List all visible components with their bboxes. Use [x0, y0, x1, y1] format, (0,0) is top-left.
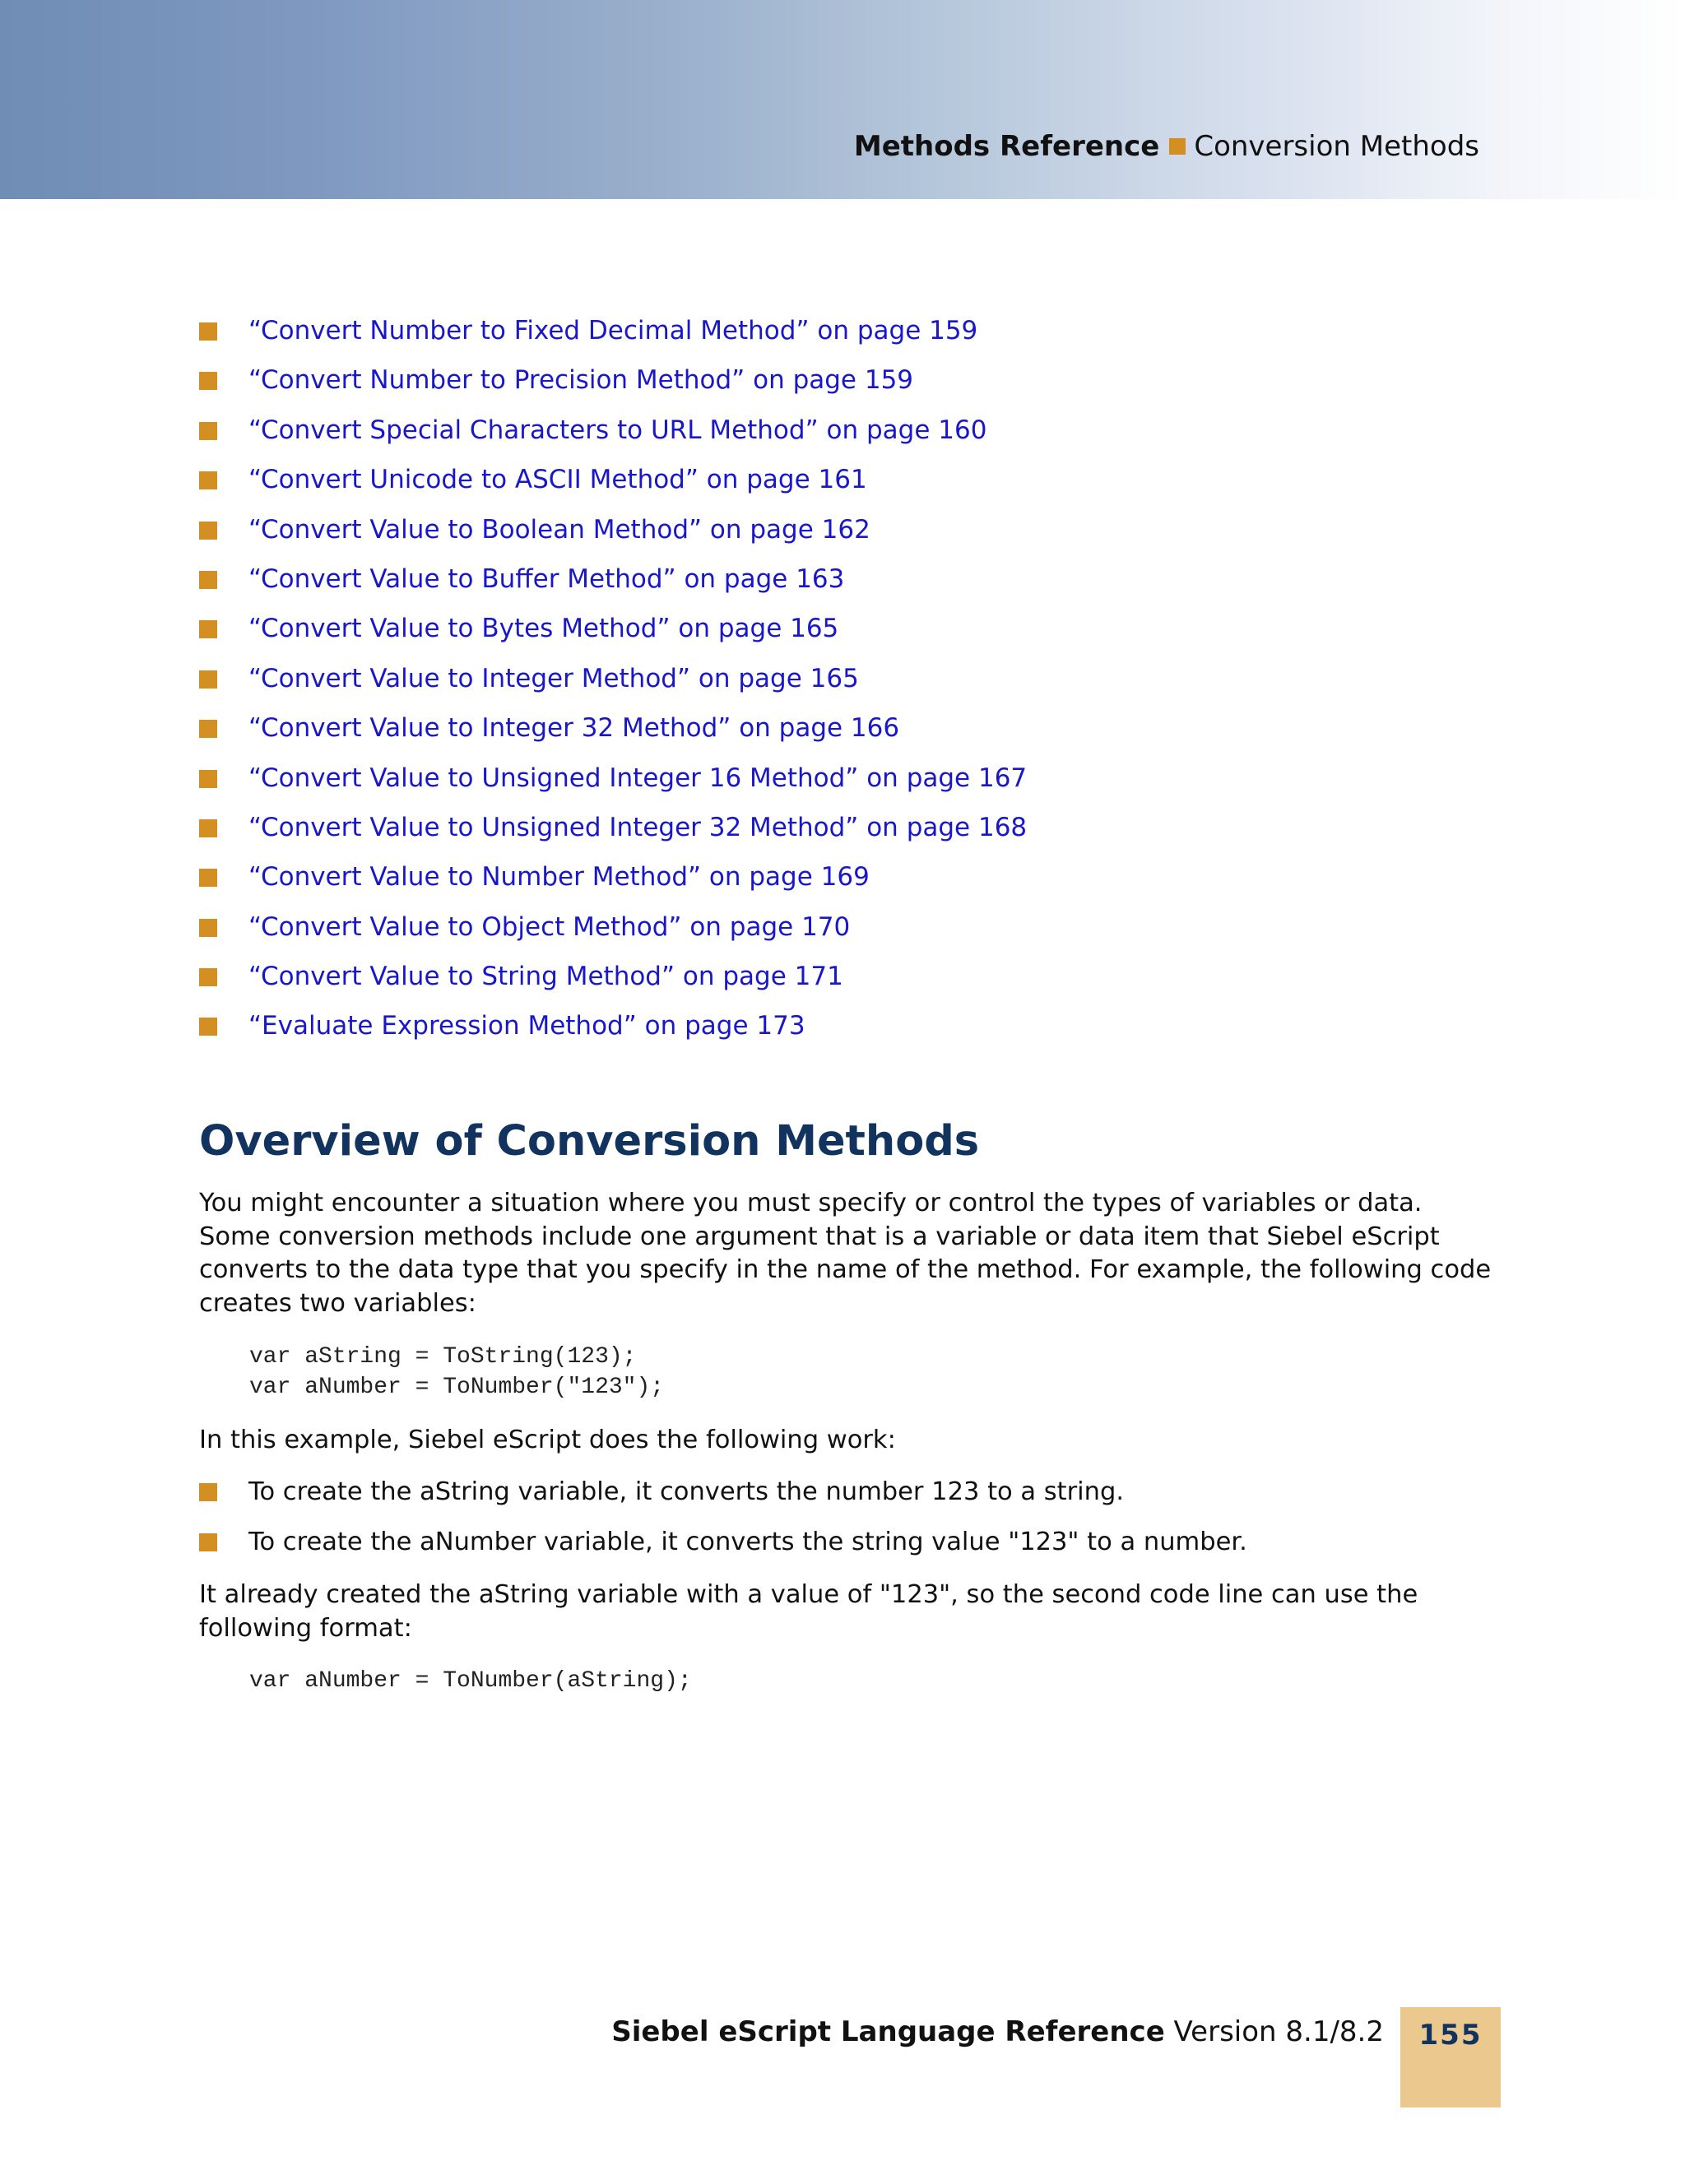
list-item — [199, 559, 1027, 609]
toc-link[interactable]: “Convert Value to Boolean Method” on page 162 — [248, 514, 870, 545]
toc-link[interactable]: “Convert Value to Integer 32 Method” on page 166 — [248, 713, 900, 744]
list-item — [199, 460, 1027, 509]
bullet-text: To create the aString variable, it converts the number 123 to a string. — [248, 1477, 1125, 1506]
square-bullet-icon — [199, 819, 217, 837]
toc-link-list — [199, 311, 1027, 1056]
bullet-text: To create the aNumber variable, it converts the string value "123" to a number. — [248, 1528, 1247, 1556]
toc-link[interactable]: “Convert Value to String Method” on page 171 — [248, 962, 843, 992]
list-item — [199, 609, 1027, 658]
square-bullet-icon — [199, 720, 217, 738]
toc-link[interactable]: “Convert Value to Integer Method” on page 165 — [248, 663, 859, 693]
code-example-2: var aNumber = ToNumber(aString); — [249, 1668, 692, 1694]
list-item — [199, 808, 1027, 857]
square-bullet-icon — [199, 471, 217, 489]
list-item — [199, 1476, 1247, 1526]
list-item — [199, 1526, 1247, 1576]
square-bullet-icon — [199, 869, 217, 887]
page-number: 155 — [1418, 2019, 1483, 2052]
book-title: Siebel eScript Language Reference — [611, 2015, 1165, 2048]
list-item — [199, 708, 1027, 758]
toc-link[interactable]: “Evaluate Expression Method” on page 173 — [248, 1011, 805, 1041]
format-paragraph: It already created the aString variable with a value of "123", so the second code line can use the following format: — [199, 1580, 1418, 1643]
toc-link[interactable]: “Convert Value to Unsigned Integer 32 Method” on page 168 — [248, 812, 1028, 842]
page-number-box — [1400, 2007, 1501, 2107]
toc-link[interactable]: “Convert Value to Number Method” on page 169 — [248, 862, 870, 893]
square-bullet-icon — [199, 770, 217, 788]
code-example: var aString = ToString(123); var aNumber = ToNumber("123"); — [249, 1344, 665, 1400]
list-item — [199, 957, 1027, 1006]
list-item — [199, 410, 1027, 460]
list-item — [199, 907, 1027, 957]
square-bullet-icon — [199, 422, 217, 440]
list-item — [199, 360, 1027, 410]
square-bullet-icon — [199, 1018, 217, 1036]
square-bullet-icon — [199, 571, 217, 589]
header-band — [0, 0, 1685, 199]
square-bullet-icon — [199, 1483, 217, 1501]
toc-link[interactable]: “Convert Special Characters to URL Method” on page 160 — [248, 415, 987, 445]
list-item — [199, 510, 1027, 559]
book-version: Version 8.1/8.2 — [1164, 2015, 1384, 2048]
footer-text — [611, 2015, 1384, 2048]
square-bullet-icon — [199, 322, 217, 341]
work-bullet-list — [199, 1476, 1247, 1576]
list-item — [199, 857, 1027, 907]
section-title: Overview of Conversion Methods — [199, 1117, 980, 1166]
square-bullet-icon — [199, 1533, 217, 1551]
list-item — [199, 758, 1027, 808]
toc-link[interactable]: “Convert Unicode to ASCII Method” on page 161 — [248, 465, 867, 495]
list-item — [199, 1006, 1027, 1055]
toc-link[interactable]: “Convert Number to Fixed Decimal Method” on page 159 — [248, 316, 978, 345]
separator-square-icon — [1169, 138, 1186, 155]
running-head-section: Methods Reference — [853, 130, 1160, 163]
square-bullet-icon — [199, 968, 217, 986]
square-bullet-icon — [199, 372, 217, 390]
square-bullet-icon — [199, 670, 217, 689]
toc-link[interactable]: “Convert Value to Unsigned Integer 16 Method” on page 167 — [248, 763, 1028, 793]
toc-link[interactable]: “Convert Value to Buffer Method” on page 163 — [248, 563, 845, 594]
work-paragraph: In this example, Siebel eScript does the following work: — [199, 1426, 896, 1454]
intro-paragraph: You might encounter a situation where you must specify or control the types of variables or data. Some conversion methods include one argument that is a variable or data item that Siebel eScript converts to the data type that you specify in the name of the method. For example, the following code creates two variables: — [199, 1189, 1492, 1318]
toc-link[interactable]: “Convert Value to Object Method” on page 170 — [248, 911, 851, 942]
list-item — [199, 659, 1027, 708]
square-bullet-icon — [199, 919, 217, 937]
running-head-subsection: Conversion Methods — [1194, 130, 1479, 163]
list-item — [199, 311, 1027, 360]
toc-link[interactable]: “Convert Value to Bytes Method” on page 165 — [248, 614, 839, 644]
square-bullet-icon — [199, 620, 217, 638]
toc-link[interactable]: “Convert Number to Precision Method” on page 159 — [248, 365, 914, 396]
square-bullet-icon — [199, 522, 217, 540]
running-head — [854, 130, 1479, 163]
